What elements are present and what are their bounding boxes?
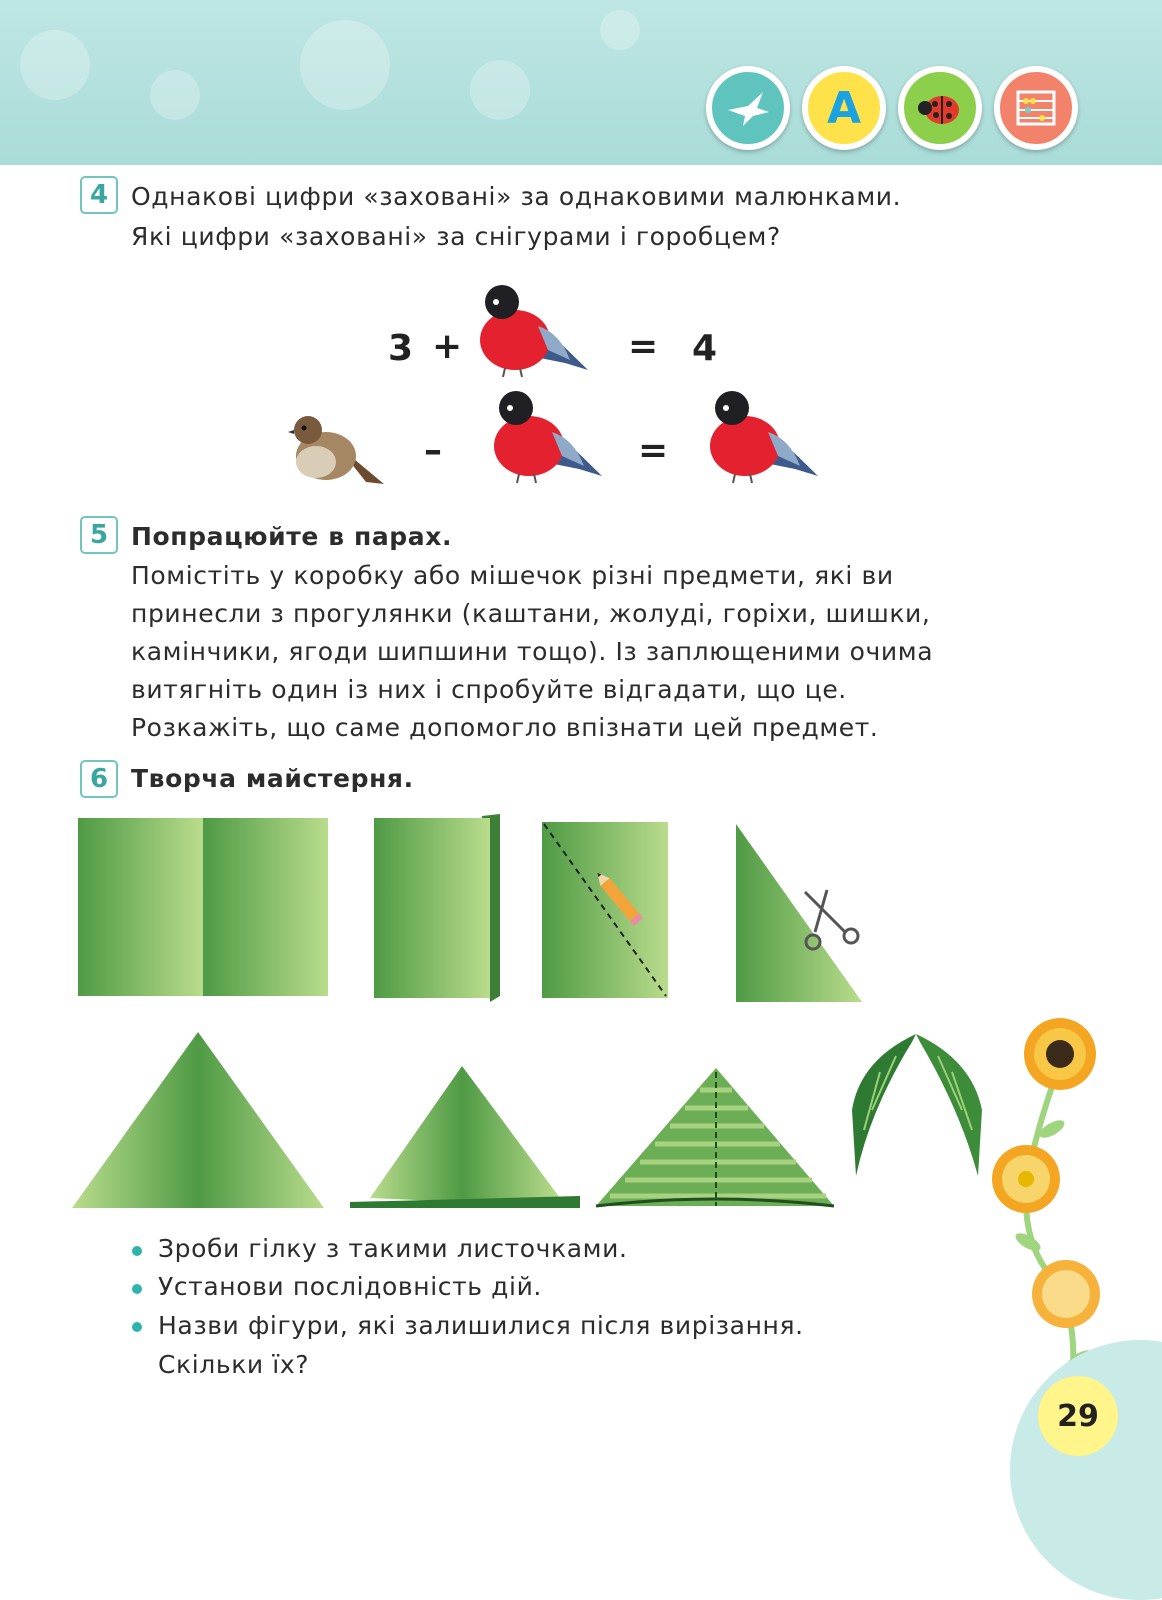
eq2-equals-sign: = (638, 430, 669, 471)
task6-bullet-3: Назви фігури, які залишилися після вирізання. (158, 1311, 804, 1340)
bullet-dot (132, 1322, 142, 1332)
bullfinch-image (700, 384, 820, 484)
sunflower-icon (1024, 1018, 1096, 1090)
bullfinch-image (470, 278, 590, 378)
step2-folded-paper (374, 814, 500, 1002)
step4-triangle-scissors (736, 824, 862, 1002)
sparrow-image (286, 404, 386, 488)
task6-title: Творча майстерня. (131, 764, 414, 793)
task5-text-line: принесли з прогулянки (каштани, жолуді, горіхи, шишки, (131, 599, 931, 628)
decor-bubble (300, 20, 390, 110)
ladybug-icon (898, 66, 982, 150)
dove-icon (706, 66, 790, 150)
step8-leaf-pair (852, 1034, 982, 1176)
decor-bubble (470, 60, 530, 120)
task6-bullet-3-continued: Скільки їх? (158, 1350, 310, 1379)
task4-text-line-2: Які цифри «заховані» за снігурами і горобцем? (131, 222, 781, 251)
paper-folding-illustration (0, 810, 1000, 1220)
task5-text-line: Розкажіть, що саме допомогло впізнати цей предмет. (131, 713, 879, 742)
decor-bubble (600, 10, 640, 50)
eq2-minus-sign: – (424, 430, 442, 471)
step6-fan-fold-start (350, 1066, 580, 1208)
task6-bullet-1: Зроби гілку з такими листочками. (158, 1234, 628, 1263)
eq1-plus-sign: + (432, 326, 463, 367)
step7-pleated-triangle (596, 1068, 834, 1206)
header-band (0, 0, 1162, 165)
letter-a-glyph: A (826, 82, 862, 134)
task4-text-line-1: Однакові цифри «заховані» за однаковими малюнками. (131, 182, 902, 211)
eq1-number-3: 3 (388, 328, 414, 369)
eq1-result-4: 4 (692, 328, 718, 369)
task-number-6: 6 (80, 760, 118, 798)
task6-bullet-2: Установи послідовність дій. (158, 1272, 542, 1301)
decor-bubble (20, 30, 90, 100)
task-number-4: 4 (80, 176, 118, 214)
task5-text-line: витягніть один із них і спробуйте відгадати, що це. (131, 675, 847, 704)
step5-unfolded-triangle (72, 1032, 324, 1208)
abacus-icon (994, 66, 1078, 150)
eq1-equals-sign: = (628, 326, 659, 367)
step1-green-square (78, 818, 328, 996)
step3-dashed-diagonal (542, 822, 668, 998)
task-number-5: 5 (80, 516, 118, 554)
bullet-dot (132, 1284, 142, 1294)
sunflower-icon (1032, 1260, 1100, 1328)
letter-a-icon (802, 66, 886, 150)
task5-text-line: камінчики, ягоди шипшини тощо). Із заплющеними очима (131, 637, 934, 666)
page-number: 29 (1038, 1376, 1118, 1456)
bullet-dot (132, 1246, 142, 1256)
bullfinch-image (484, 384, 604, 484)
sunflower-icon (992, 1145, 1060, 1213)
task5-text-line: Помістіть у коробку або мішечок різні предмети, які ви (131, 561, 894, 590)
sunflower-decoration (988, 1014, 1108, 1394)
decor-bubble (150, 70, 200, 120)
task5-title: Попрацюйте в парах. (131, 522, 453, 551)
